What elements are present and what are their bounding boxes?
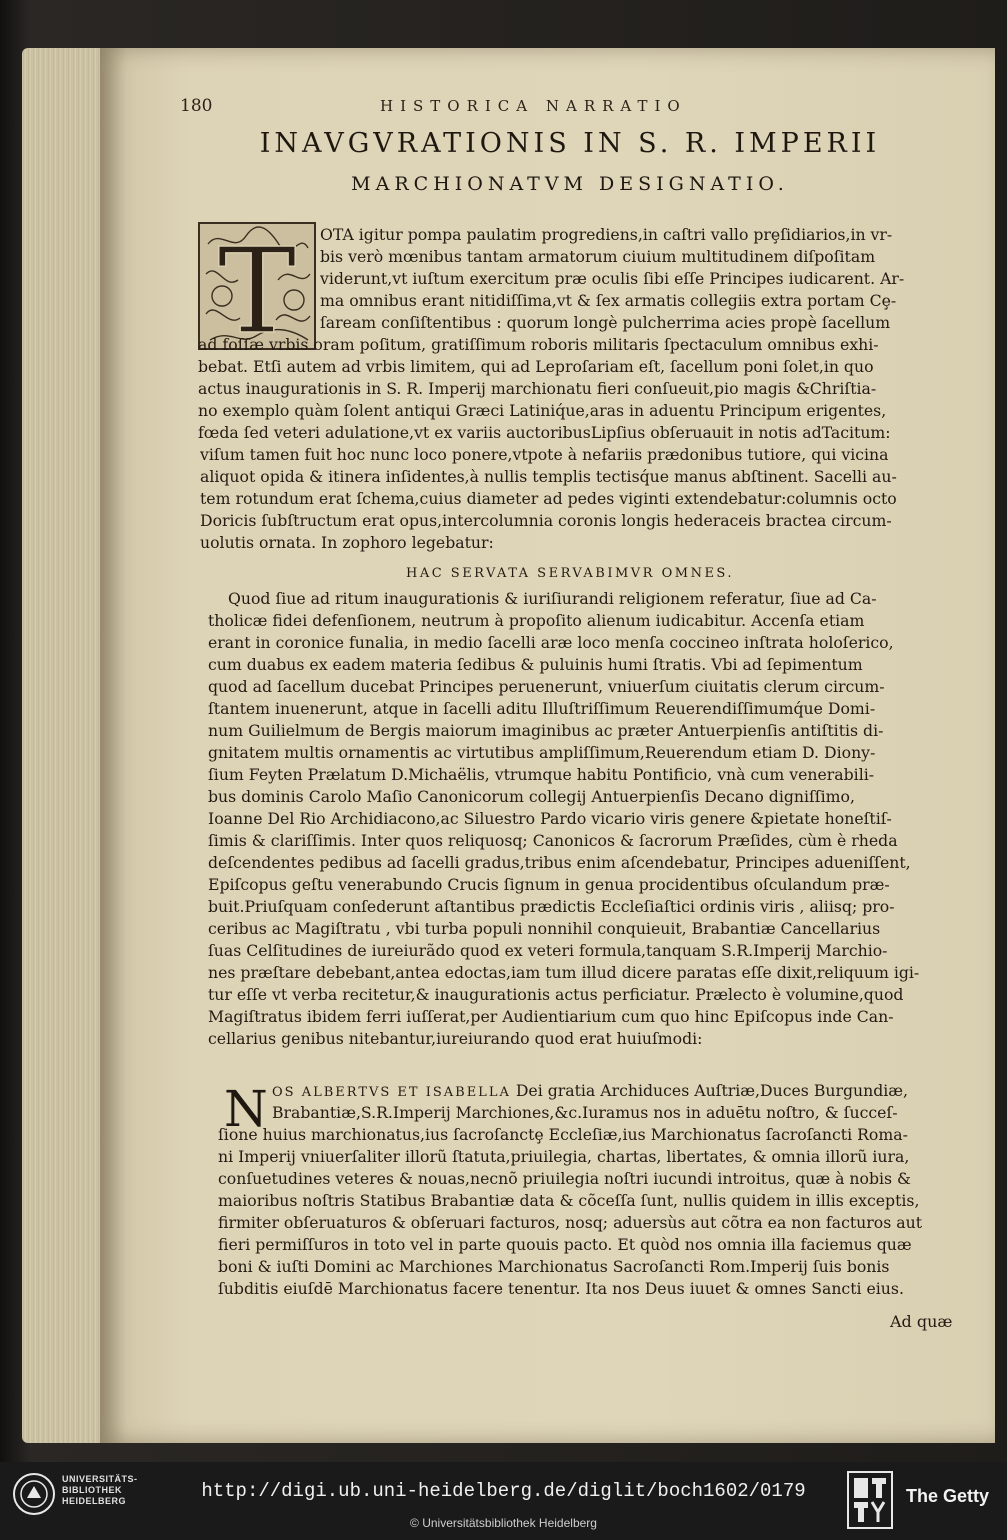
- text-line: ad foſſæ vrbis oram poſitum, gratiſſimum roboris militaris ſpectaculum omnibus exhi-: [198, 335, 879, 354]
- text-line: viſum tamen fuit hoc nunc loco ponere,vtpote à nefariis prædonibus tutiore, qui vicina: [200, 445, 889, 464]
- text-line: fœda ſed veteri adulatione,vt ex variis auctoribusLipſius obſeruauit in notis adTacitum:: [198, 423, 891, 442]
- institution-line-2: BIBLIOTHEK: [62, 1485, 122, 1495]
- text-line: Brabantiæ,S.R.Imperij Marchiones,&c.Iuramus nos in aduētu noſtro, & ſucceſ-: [272, 1103, 898, 1122]
- drop-cap-ornament-icon: [200, 224, 314, 348]
- catchword: Ad quæ: [890, 1312, 953, 1331]
- text-line: ſtantem inuenerunt, atque in ſacelli aditu Illuſtriſſimum Reuerendiſſimumq́ue Domi-: [208, 699, 876, 718]
- text-line: conſuetudines veteres & nouas,necnõ priuilegia noſtri iucundi introitus, quæ à nobis &: [218, 1169, 912, 1188]
- running-title: HISTORICA NARRATIO: [380, 97, 687, 115]
- text-line: ſubditis eiuſdē Marchionatus facere tenentur. Ita nos Deus iuuet & omnes Sancti eius.: [218, 1279, 904, 1298]
- text-line: quod ad ſacellum ducebat Principes peruenerunt, vniuerſum ciuitatis clerum circum-: [208, 677, 885, 696]
- institution-line-1: UNIVERSITÄTS-: [62, 1474, 138, 1484]
- book-page-edges: [22, 48, 102, 1443]
- text-line: buit.Priuſquam conſederunt aſtantibus prædictis Eccleſiaſtici ordinis viris , aliisq; pro-: [208, 897, 895, 916]
- text-line: Magiſtratus ibidem ferri iuſſerat,per Audientiarium cum quo hinc Epiſcopus inde Can-: [208, 1007, 894, 1026]
- running-head: [180, 96, 940, 120]
- ornamental-drop-cap: [198, 222, 316, 350]
- sub-title: MARCHIONATVM DESIGNATIO.: [351, 173, 789, 195]
- text-line: no exemplo quàm ſolent antiqui Græci Latiniq́ue,aras in aduentu Principum erigentes,: [198, 401, 887, 420]
- text-line: bebat. Etſi autem ad vrbis limitem, qui ad Leproſariam eſt, ſacellum poni ſolet,in quo: [198, 357, 874, 376]
- text-line: ſaream conſiſtentibus : quorum longè pulcherrima acies propè ſacellum: [320, 313, 891, 332]
- text-line: OTA igitur pompa paulatim progrediens,in caſtri vallo prȩſidiarios,in vr-: [320, 225, 893, 244]
- copyright-notice: © Universitätsbibliothek Heidelberg: [410, 1516, 597, 1530]
- text-line: cum duabus ex eadem materia ſedibus & puluinis humi ſtratis. Vbi ad ſepimentum: [208, 655, 863, 674]
- text-line: ma omnibus erant nitidiſſima,vt & ſex armatis collegiis extra portam Cȩ-: [320, 291, 897, 310]
- text-line: ſione huius marchionatus,ius ſacroſanctȩ Eccleſiæ,ius Marchionatus ſacroſancti Roma-: [218, 1125, 908, 1144]
- text-line: tholicæ fidei defenſionem, neutrum à propoſito alienum iudicabitur. Accenſa etiam: [208, 611, 865, 630]
- text-line: fieri permiſſuros in toto vel in parte quouis pacto. Et quòd nos omnia illa faciemus quæ: [218, 1235, 912, 1254]
- text-line: ſium Feyten Prælatum D.Michaëlis, vtrumque habitu Pontificio, vnà cum venerabili-: [208, 765, 875, 784]
- text-line: aliquot opida & itinera inſidentes,à nullis templis tectisq́ue manus abſtinent. Sacelli au-: [200, 467, 897, 486]
- text-line: firmiter obſeruaturos & obſeruari facturos, nosq; aduersùs aut cõtra ea non facturos aut: [218, 1213, 923, 1232]
- text-line: ceribus ac Magiſtratu , vbi turba populi nonnihil conquieuit, Brabantiæ Cancellarius: [208, 919, 881, 938]
- main-title: INAVGVRATIONIS IN S. R. IMPERII: [259, 128, 881, 159]
- oath-first-line: [272, 1080, 940, 1104]
- text-line: ſimis & clariſſimis. Inter quos reliquosq; Canonicos & ſacrorum Præſides, cùm è rheda: [208, 831, 898, 850]
- oath-initial-letter: N: [224, 1080, 268, 1138]
- text-line: tur eſſe vt verba recitetur,& inaugurationis actus perficiatur. Prælecto è volumine,quod: [208, 985, 904, 1004]
- text-line: maioribus noſtris Statibus Brabantiæ data & cõceſſa ſunt, nullis quidem in illis exceptis,: [218, 1191, 920, 1210]
- text-line: cellarius genibus nitebantur,iureiurando quod erat huiuſmodi:: [208, 1029, 703, 1048]
- text-line: Quod ſiue ad ritum inaugurationis & iuriſiurandi religionem referatur, ſiue ad Ca-: [228, 589, 877, 608]
- institution-line-3: HEIDELBERG: [62, 1496, 127, 1506]
- text-line: uolutis ornata. In zophoro legebatur:: [200, 533, 494, 552]
- oath-first-line-text: Dei gratia Archiduces Auſtriæ,Duces Burgundiæ,: [510, 1081, 908, 1100]
- text-line: Epiſcopus geſtu venerabundo Crucis ſignum in genua procidentibus oſculandum præ-: [208, 875, 890, 894]
- text-line: nes præſtare debebant,antea edoctas,iam tum illud dicere paratas eſſe dixit,reliquum igi-: [208, 963, 920, 982]
- drop-cap-letter: T: [217, 224, 297, 348]
- text-line: bus dominis Carolo Maſio Canonicorum collegij Antuerpienſis Decano digniſſimo,: [208, 787, 855, 806]
- text-line: erant in coronice funalia, in medio ſacelli aræ loco menſa coccineo inſtrata holoſerico,: [208, 633, 894, 652]
- frieze-inscription: HAC SERVATA SERVABIMVR OMNES.: [405, 566, 735, 581]
- text-line: bis verò mœnibus tantam armatorum ciuium multitudinem diſpoſitam: [320, 247, 876, 266]
- text-line: boni & iuſti Domini ac Marchiones Marchionatus Sacroſancti Rom.Imperij ſuis bonis: [218, 1257, 890, 1276]
- text-line: ſuas Celſitudines de iureiurãdo quod ex veteri formula,tanquam S.R.Imperij Marchio-: [208, 941, 888, 960]
- text-line: gnitatem multis ornamentis ac virtutibus ampliſſimum,Reuerendum etiam D. Diony-: [208, 743, 876, 762]
- page-number: 180: [180, 96, 213, 116]
- text-line: actus inaugurationis in S. R. Imperij marchionatu fieri conſueuit,pio magis &Chriſtia-: [198, 379, 877, 398]
- viewer-footer: [0, 1462, 1007, 1540]
- permalink-url[interactable]: http://digi.ub.uni-heidelberg.de/diglit/boch1602/0179: [201, 1480, 806, 1502]
- text-line: num Guilielmum de Bergis maiorum imaginibus ac præter Antuerpienſis antiſtitis di-: [208, 721, 884, 740]
- text-line: Doricis ſubſtructum erat opus,intercolumnia coronis longis hederaceis bractea circum-: [200, 511, 892, 530]
- oath-opening-words: OS ALBERTVS ET ISABELLA: [272, 1085, 511, 1100]
- text-line: deſcendentes pedibus ad ſacelli gradus,tribus enim aſcendebatur, Principes adueniſſent,: [208, 853, 911, 872]
- partner-name: The Getty: [906, 1486, 990, 1506]
- text-line: viderunt,vt iuſtum exercitum præ oculis ſibi eſſe Principes iudicarent. Ar-: [320, 269, 905, 288]
- getty-logo-icon: [846, 1470, 894, 1530]
- text-line: tem rotundum erat ſchema,cuius diameter ad pedes viginti extendebatur:columnis octo: [200, 489, 897, 508]
- text-line: Ioanne Del Rio Archidiacono,ac Siluestro Pardo vicario viris genere &pietate honeſtiſ-: [208, 809, 892, 828]
- text-line: ni Imperij vniuerſaliter illorũ ſtatuta,priuilegia, chartas, libertates, & omnia illorũ iura,: [218, 1147, 910, 1166]
